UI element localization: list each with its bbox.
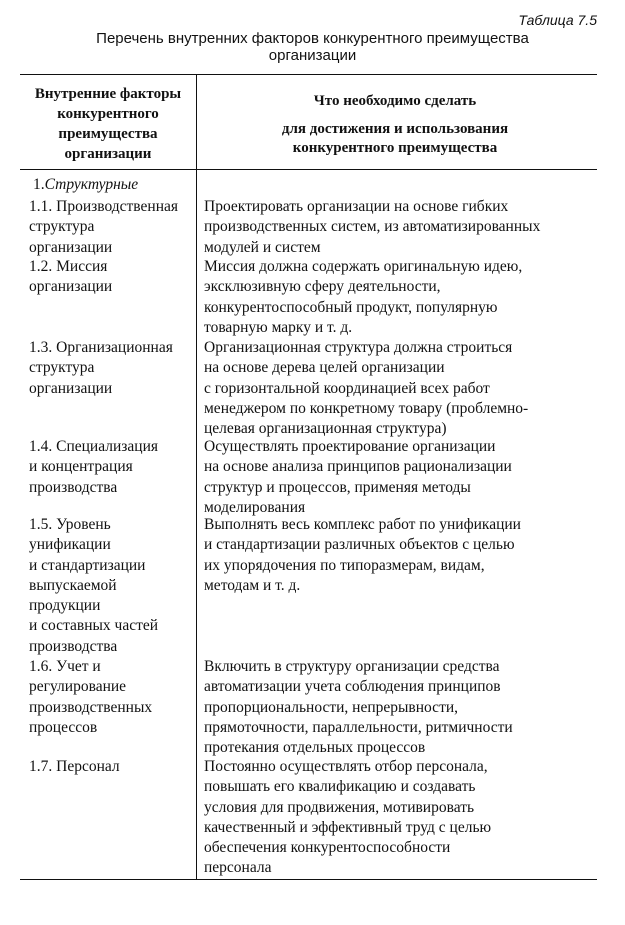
action-specialization: Осуществлять проектирование организации на основе анализа принципов рационализации структур и процессов, применяя методы моделирования xyxy=(204,438,512,516)
header-line-gap xyxy=(208,111,582,120)
action-process-accounting: Включить в структуру организации средства автоматизации учета соблюдения принципов пропорциональности, непрерывности, прямоточности, параллельности, ритмичности протекания отдельных процессов xyxy=(204,658,513,757)
action-organizational-structure: Организационная структура должна строиться на основе дерева целей организации с горизонтальной координацией всех работ менеджером по конкретному товару (проблемно- целевая организационная структура) xyxy=(204,339,529,438)
action-unification: Выполнять весь комплекс работ по унификации и стандартизации различных объектов с целью их упорядочения по типоразмерам, видам, методам и т. д. xyxy=(204,516,521,594)
actions-header-line-1: Что необходимо сделать xyxy=(313,93,477,109)
factors-column-header: Внутренние факторы конкурентного преимущества организации xyxy=(34,86,182,162)
actions-header-line-2: для достижения и использования xyxy=(281,121,509,137)
actions-column-header xyxy=(208,92,582,158)
table-header-border xyxy=(20,169,597,170)
action-production-structure: Проектировать организации на основе гибких производственных систем, из автоматизированных модулей и систем xyxy=(204,198,541,256)
factor-specialization: 1.4. Специализация и концентрация производства xyxy=(29,438,158,496)
actions-header-line-3: конкурентного преимущества xyxy=(292,140,498,156)
table-bottom-border xyxy=(20,879,597,880)
section-title xyxy=(33,175,138,195)
factor-mission: 1.2. Миссия организации xyxy=(29,258,113,296)
factor-personnel: 1.7. Персонал xyxy=(29,758,120,775)
table-column-divider xyxy=(196,74,197,880)
action-personnel: Постоянно осуществлять отбор персонала, повышать его квалификацию и создавать условия для продвижения, мотивировать качественный и эффективный труд с целью обеспечения конкурентоспособности персонала xyxy=(204,758,492,877)
section-name: Структурные xyxy=(44,176,139,193)
action-mission: Миссия должна содержать оригинальную идею, эксклюзивную сферу деятельности, конкурентоспособный продукт, популярную товарную марку и т. д. xyxy=(204,258,523,336)
factors-table xyxy=(20,74,597,880)
factor-unification: 1.5. Уровень унификации и стандартизации выпускаемой продукции и составных частей производства xyxy=(29,516,159,655)
table-top-border xyxy=(20,74,597,75)
factor-organizational-structure: 1.3. Организационная структура организации xyxy=(29,339,173,397)
table-caption: Перечень внутренних факторов конкурентного преимущества организации xyxy=(96,30,529,64)
section-number: 1. xyxy=(33,176,45,193)
factor-process-accounting: 1.6. Учет и регулирование производственных процессов xyxy=(29,658,153,736)
factor-production-structure: 1.1. Производственная структура организации xyxy=(29,198,178,256)
table-number: Таблица 7.5 xyxy=(518,12,597,28)
